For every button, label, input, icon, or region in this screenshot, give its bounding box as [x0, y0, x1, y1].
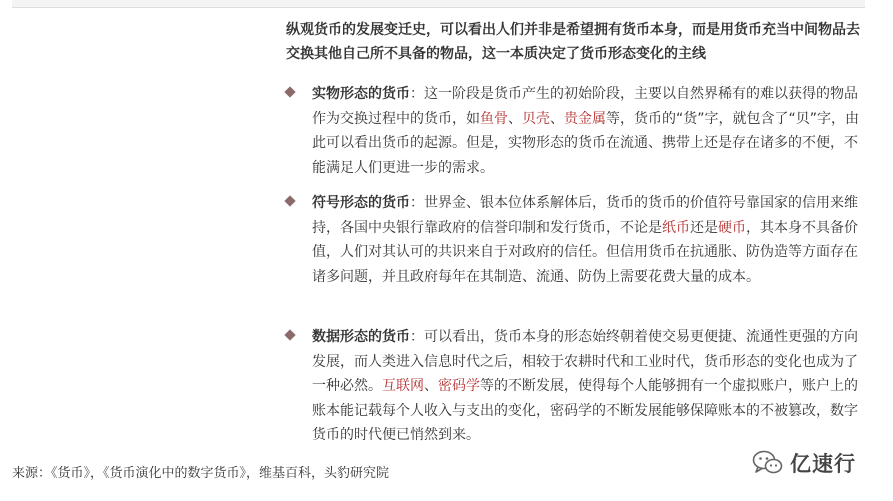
diamond-bullet-icon — [284, 329, 295, 340]
bullet-body: 、 — [508, 110, 522, 127]
highlight-term: 纸币 — [662, 219, 690, 236]
highlight-term: 硬币 — [718, 219, 746, 236]
logo-text: 亿速行 — [790, 452, 856, 476]
wechat-icon — [752, 450, 784, 476]
bullet-body: 还是 — [690, 219, 718, 236]
bullet-text — [312, 325, 867, 448]
title-separator: ： — [410, 195, 424, 211]
highlight-term: 密码学 — [438, 378, 480, 394]
bullet-body: 这一阶段是货币产生的初始阶段，主要以自然界稀有的难以获得的物品作为交换过程中的货币，如 — [312, 86, 858, 127]
bullet-body: 、 — [424, 378, 438, 394]
highlight-term: 互联网 — [382, 378, 424, 394]
bullet-body: 、 — [550, 110, 564, 127]
bullet-body: 可以看出，货币本身的形态始终朝着使交易更便捷、流通性更强的方向发展，而人类进入信息时代之后，相较于农耕时代和工业时代，货币形态的变化也成为了一种必然。 — [312, 329, 858, 394]
bullet-body: ，其本身不具备价值，人们对其认可的共识来自于对政府的信任。但信用货币在抗通胀、防伪造等方面存在诸多问题，并且政府每年在其制造、流通、防伪上需要花费大量的成本。 — [312, 219, 858, 285]
bullet-text — [312, 191, 867, 289]
highlight-term: 贝壳 — [522, 110, 550, 127]
title-separator: ： — [410, 86, 424, 102]
bullet-title: 数据形态的货币 — [312, 329, 410, 345]
diamond-bullet-icon — [284, 86, 295, 97]
bullet-body: 等，货币的“货”字，就包含了“贝”字，由此可以看出货币的起源。但是，实物形态的货币在流通、携带上还是存在诸多的不便，不能满足人们更进一步的需求。 — [312, 110, 860, 176]
top-divider-band — [12, 0, 865, 8]
diamond-bullet-icon — [284, 195, 295, 206]
intro-paragraph: 纵观货币的发展变迁史，可以看出人们并非是希望拥有货币本身，而是用货币充当中间物品去交换其他自己所不具备的物品，这一本质决定了货币形态变化的主线 — [286, 22, 860, 62]
bullet-title: 符号形态的货币 — [312, 195, 410, 211]
title-separator: ： — [410, 329, 424, 345]
bullet-body: 等的不断发展，使得每个人能够拥有一个虚拟账户，账户上的账本能记载每个人收入与支出的变化，密码学的不断发展能够保障账本的不被篡改，数字货币的时代便已悄然到来。 — [312, 378, 858, 443]
bullet-body: 世界金、银本位体系解体后，货币的货币的价值符号靠国家的信用来维持，各国中央银行靠政府的信誉印制和发行货币，不论是 — [312, 195, 858, 236]
highlight-term: 贵金属 — [564, 110, 606, 127]
source-caption: 来源：《货币》，《货币演化中的数字货币》，维基百科，头豹研究院 — [12, 466, 390, 481]
highlight-term: 鱼骨 — [480, 110, 508, 127]
bullet-title: 实物形态的货币 — [312, 86, 410, 102]
watermark-logo — [752, 448, 856, 478]
bullet-text — [312, 82, 867, 180]
